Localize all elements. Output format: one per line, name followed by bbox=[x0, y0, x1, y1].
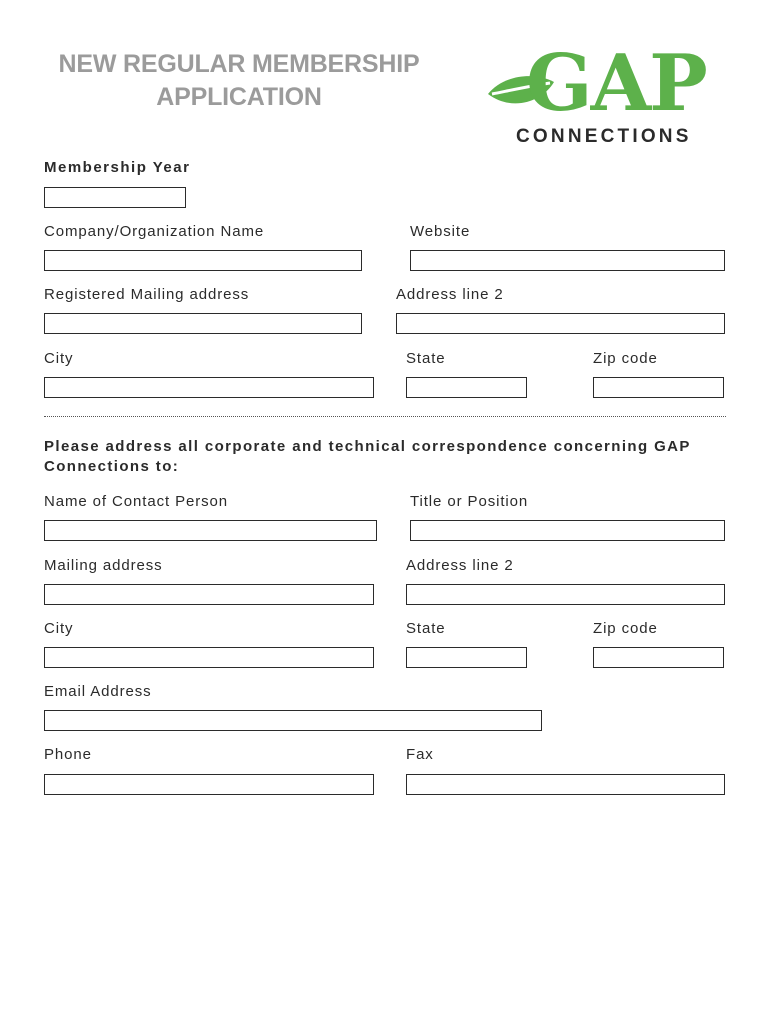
title-line-2: APPLICATION bbox=[156, 83, 322, 111]
contact-mailing-address-label: Mailing address bbox=[44, 557, 163, 574]
registered-mailing-address-label: Registered Mailing address bbox=[44, 286, 250, 303]
phone-label: Phone bbox=[44, 746, 92, 763]
state-field[interactable] bbox=[406, 377, 527, 398]
zip-code-field[interactable] bbox=[593, 377, 724, 398]
membership-year-field[interactable] bbox=[44, 187, 186, 208]
page-title bbox=[30, 48, 448, 114]
address-line-2-label: Address line 2 bbox=[396, 286, 504, 303]
contact-zip-code-field[interactable] bbox=[593, 647, 724, 668]
registered-mailing-address-field[interactable] bbox=[44, 313, 362, 334]
contact-state-label: State bbox=[406, 620, 446, 637]
website-field[interactable] bbox=[410, 250, 725, 271]
correspondence-note: Please address all corporate and technical correspondence concerning GAP Connections to: bbox=[44, 438, 691, 475]
contact-address-line-2-field[interactable] bbox=[406, 584, 725, 605]
fax-label: Fax bbox=[406, 746, 434, 763]
contact-city-label: City bbox=[44, 620, 74, 637]
membership-year-label: Membership Year bbox=[44, 159, 191, 176]
logo-wordmark: GAP bbox=[526, 38, 706, 129]
contact-address-line-2-label: Address line 2 bbox=[406, 557, 514, 574]
website-label: Website bbox=[410, 223, 471, 240]
contact-state-field[interactable] bbox=[406, 647, 527, 668]
contact-person-field[interactable] bbox=[44, 520, 377, 541]
contact-zip-code-label: Zip code bbox=[593, 620, 658, 637]
email-address-field[interactable] bbox=[44, 710, 542, 731]
address-line-2-field[interactable] bbox=[396, 313, 725, 334]
title-position-label: Title or Position bbox=[410, 493, 529, 510]
logo-subtitle: CONNECTIONS bbox=[516, 126, 692, 147]
title-position-field[interactable] bbox=[410, 520, 725, 541]
zip-code-label: Zip code bbox=[593, 350, 658, 367]
company-name-label: Company/Organization Name bbox=[44, 223, 265, 240]
contact-city-field[interactable] bbox=[44, 647, 374, 668]
phone-field[interactable] bbox=[44, 774, 374, 795]
contact-mailing-address-field[interactable] bbox=[44, 584, 374, 605]
section-divider bbox=[44, 416, 726, 417]
state-label: State bbox=[406, 350, 446, 367]
city-label: City bbox=[44, 350, 74, 367]
email-address-label: Email Address bbox=[44, 683, 152, 700]
contact-person-label: Name of Contact Person bbox=[44, 493, 229, 510]
company-name-field[interactable] bbox=[44, 250, 362, 271]
city-field[interactable] bbox=[44, 377, 374, 398]
fax-field[interactable] bbox=[406, 774, 725, 795]
title-line-1: NEW REGULAR MEMBERSHIP bbox=[58, 50, 420, 78]
gap-connections-logo bbox=[486, 40, 730, 152]
